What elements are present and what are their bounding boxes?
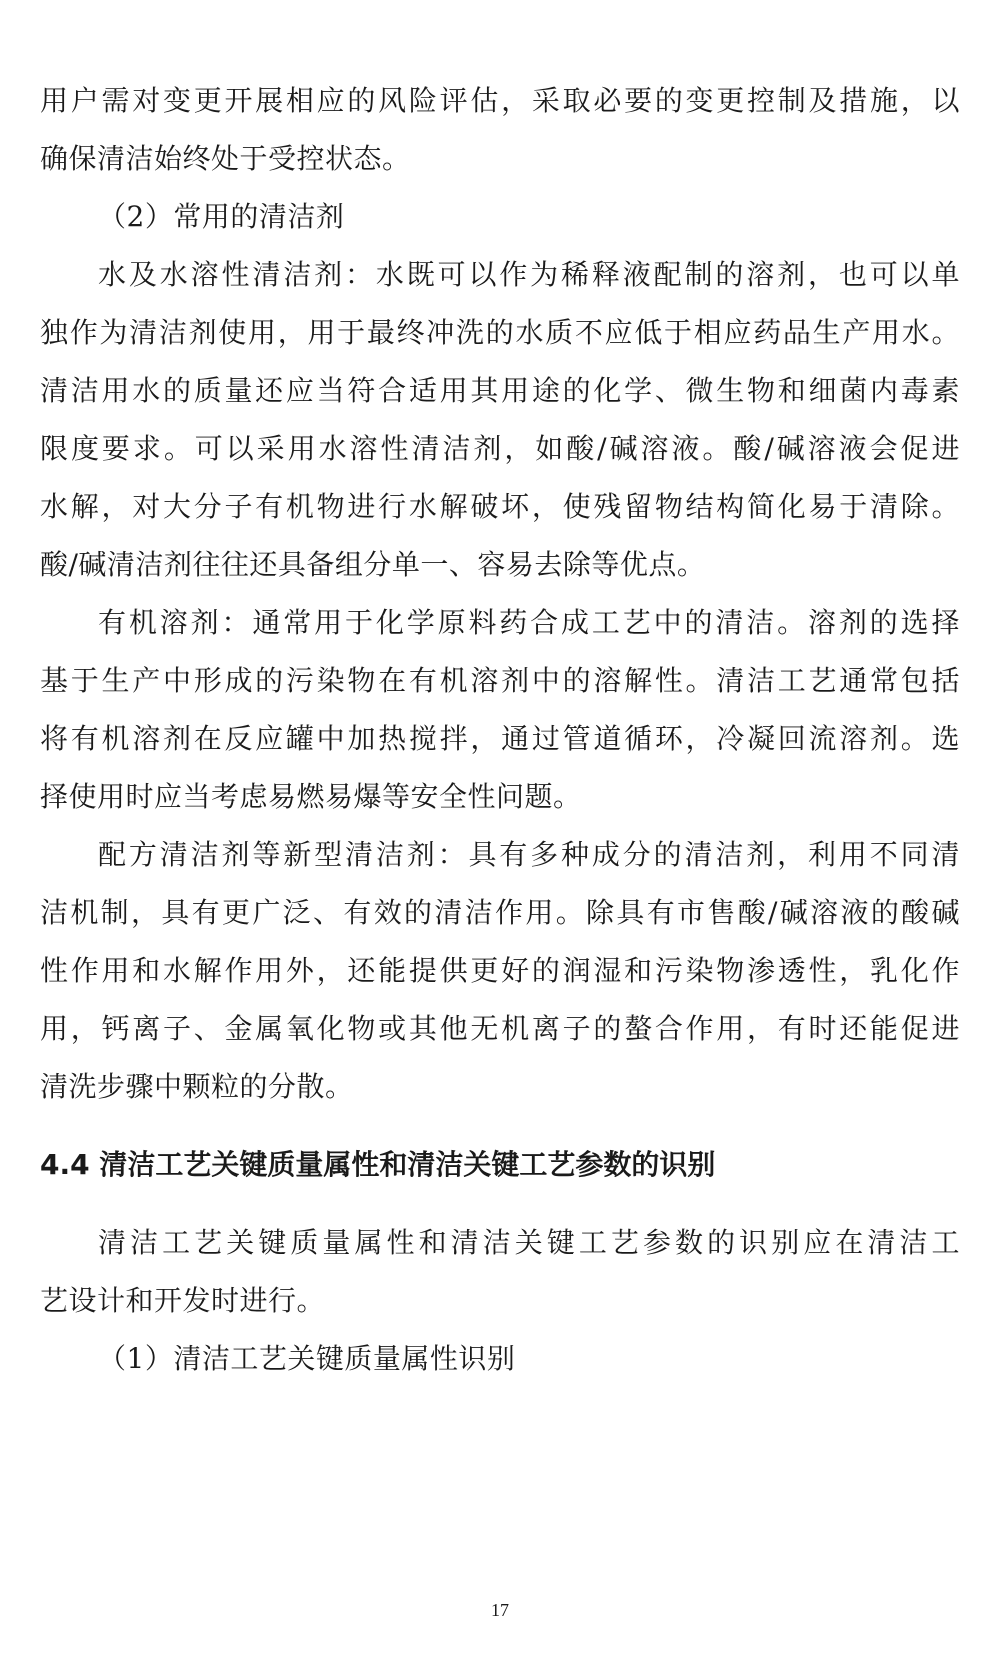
- text-line: 清洗步骤中颗粒的分散。: [40, 1070, 354, 1103]
- text-line: 清洁工艺关键质量属性和清洁关键工艺参数的识别应在清洁工: [98, 1226, 960, 1259]
- page-number: 17: [491, 1600, 509, 1620]
- text-line: 确保清洁始终处于受控状态。: [40, 142, 411, 175]
- text-line: 独作为清洁剂使用，用于最终冲洗的水质不应低于相应药品生产用水。: [40, 316, 960, 349]
- text-line: 洁机制，具有更广泛、有效的清洁作用。除具有市售酸/碱溶液的酸碱: [40, 896, 960, 929]
- text-line: 基于生产中形成的污染物在有机溶剂中的溶解性。清洁工艺通常包括: [40, 664, 960, 697]
- text-line: 水及水溶性清洁剂：水既可以作为稀释液配制的溶剂，也可以单: [98, 258, 960, 291]
- text-line: 用，钙离子、金属氧化物或其他无机离子的螯合作用，有时还能促进: [40, 1012, 960, 1045]
- text-line: 择使用时应当考虑易燃易爆等安全性问题。: [40, 780, 582, 813]
- text-line: 艺设计和开发时进行。: [40, 1284, 326, 1317]
- subheading-cqa-identification: （1）清洁工艺关键质量属性识别: [98, 1342, 516, 1375]
- paragraph-identification: [40, 1214, 960, 1330]
- section-heading-4-4: 4.4 清洁工艺关键质量属性和清洁关键工艺参数的识别: [40, 1148, 716, 1181]
- text-line: 水解，对大分子有机物进行水解破坏，使残留物结构简化易于清除。: [40, 490, 960, 523]
- text-line: 清洁用水的质量还应当符合适用其用途的化学、微生物和细菌内毒素: [40, 374, 960, 407]
- text-line: 用户需对变更开展相应的风险评估，采取必要的变更控制及措施，以: [40, 84, 960, 117]
- subheading-common-detergents: （2）常用的清洁剂: [98, 200, 345, 233]
- text-line: 将有机溶剂在反应罐中加热搅拌，通过管道循环，冷凝回流溶剂。选: [40, 722, 960, 755]
- paragraph-organic-solvents: [40, 594, 960, 826]
- text-line: 性作用和水解作用外，还能提供更好的润湿和污染物渗透性，乳化作: [40, 954, 960, 987]
- paragraph-formulated-detergents: [40, 826, 960, 1116]
- text-line: 限度要求。可以采用水溶性清洁剂，如酸/碱溶液。酸/碱溶液会促进: [40, 432, 960, 465]
- text-line: 有机溶剂：通常用于化学原料药合成工艺中的清洁。溶剂的选择: [98, 606, 960, 639]
- document-page: [40, 72, 960, 1388]
- paragraph-water-detergents: [40, 246, 960, 594]
- text-line: 酸/碱清洁剂往往还具备组分单一、容易去除等优点。: [40, 548, 706, 581]
- paragraph-risk-assessment: [40, 72, 960, 188]
- text-line: 配方清洁剂等新型清洁剂：具有多种成分的清洁剂，利用不同清: [98, 838, 960, 871]
